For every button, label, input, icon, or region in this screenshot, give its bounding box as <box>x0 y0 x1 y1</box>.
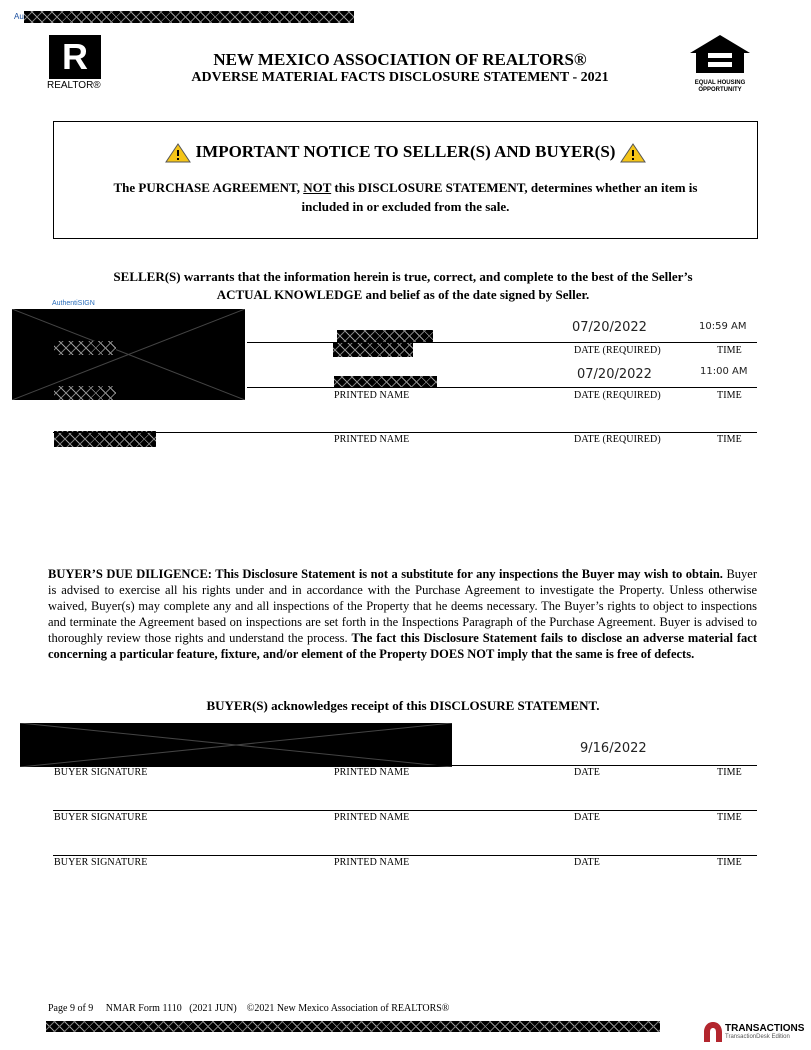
buyer-signature-line <box>53 810 757 811</box>
time-label: TIME <box>717 857 742 868</box>
time-label: TIME <box>717 767 742 778</box>
notice-text <box>54 178 757 216</box>
printed-name-redaction <box>333 343 413 357</box>
buyer-signature-label: BUYER SIGNATURE <box>54 857 148 868</box>
buyer-signature-label: BUYER SIGNATURE <box>54 767 148 778</box>
printed-name-label: PRINTED NAME <box>334 857 410 868</box>
redaction-bar-top <box>24 11 354 23</box>
date-label: DATE <box>574 767 600 778</box>
seller-time-2: 11:00 AM <box>700 366 748 377</box>
redaction-bar-bottom <box>46 1021 660 1032</box>
seller-signature-line <box>247 387 757 388</box>
seller-signature-line <box>247 342 757 343</box>
buyer-signature-line <box>53 765 757 766</box>
due-diligence-body: Buyer is advised to exercise all his rights under and in accordance with the Purchase Agreement to investigate the Property. Unless otherwise waived, Buyer(s) may complete any and all inspections of the Property that he deems necessary. The Buyer’s rights to object to inspections and terminate the Agreement based on inspections are set forth in the Inspections Paragraph of the Purchase Agreement. Buyer is advised to thoroughly review those rights and understand the process. <box>48 567 757 645</box>
footer-text <box>48 1003 449 1014</box>
brand-sub: TransactionDesk Edition <box>725 1034 790 1040</box>
seller-name-redaction <box>54 386 116 400</box>
footer-form: NMAR Form 1110 <box>105 1003 182 1014</box>
time-label: TIME <box>717 345 742 356</box>
brand-name: TRANSACTIONS <box>725 1023 805 1034</box>
printed-name-label: PRINTED NAME <box>334 434 410 445</box>
top-fragment: Au <box>14 12 24 21</box>
date-required-label: DATE (REQUIRED) <box>574 390 661 401</box>
footer-page: Page 9 of 9 <box>48 1003 94 1014</box>
printed-name-label: PRINTED NAME <box>334 390 410 401</box>
seller-warrant-line1: SELLER(S) warrants that the information herein is true, correct, and complete to the best of the Seller’s <box>113 269 693 284</box>
seller-warrant-line2: ACTUAL KNOWLEDGE and belief as of the date signed by Seller. <box>216 287 590 302</box>
seller-name-redaction <box>54 341 116 355</box>
realtor-logo <box>47 35 103 93</box>
eho-line2: OPPORTUNITY <box>698 87 742 93</box>
buyer-date-1: 9/16/2022 <box>580 741 647 756</box>
printed-name-redaction <box>337 330 433 342</box>
buyer-signature-line <box>53 855 757 856</box>
notice-heading-row <box>54 142 757 163</box>
seller-signature-redaction <box>12 309 245 400</box>
realtor-logo-caption: REALTOR® <box>47 80 101 91</box>
seller-warrant <box>50 268 756 304</box>
notice-text-line2: included in or excluded from the sale. <box>301 199 510 214</box>
printed-name-label: PRINTED NAME <box>334 812 410 823</box>
eho-line1: EQUAL HOUSING <box>694 80 746 86</box>
date-required-label: DATE (REQUIRED) <box>574 345 661 356</box>
seller-signature-line <box>53 432 757 433</box>
footer-version: (2021 JUN) <box>189 1003 237 1014</box>
page-subtitle: ADVERSE MATERIAL FACTS DISCLOSURE STATEMENT - 2021 <box>191 70 609 85</box>
authentisign-tag: AuthentiSIGN <box>52 300 95 307</box>
seller-date-1: 07/20/2022 <box>572 320 647 335</box>
seller-time-1: 10:59 AM <box>699 321 747 332</box>
date-required-label: DATE (REQUIRED) <box>574 434 661 445</box>
notice-text-not: NOT <box>303 180 332 195</box>
date-label: DATE <box>574 857 600 868</box>
seller-date-2: 07/20/2022 <box>577 367 652 382</box>
time-label: TIME <box>717 434 742 445</box>
realtor-logo-letter: R <box>62 36 88 77</box>
time-label: TIME <box>717 390 742 401</box>
notice-text-before: The PURCHASE AGREEMENT, <box>113 180 300 195</box>
time-label: TIME <box>717 812 742 823</box>
footer-copyright: ©2021 New Mexico Association of REALTORS® <box>246 1003 450 1014</box>
due-diligence-tail: The fact this Disclosure Statement fails to disclose an adverse material fact concerning a particular feature, fixture, and/or element of the Property DOES NOT imply that the same is free of defects. <box>48 631 757 661</box>
due-diligence-lead: BUYER’S DUE DILIGENCE: This Disclosure Statement is not a substitute for any inspections the Buyer may wish to obtain. <box>48 567 723 581</box>
warning-icon <box>620 143 646 163</box>
important-notice-box <box>53 121 758 239</box>
notice-text-after: this DISCLOSURE STATEMENT, determines whether an item is <box>334 180 698 195</box>
date-label: DATE <box>574 812 600 823</box>
equal-housing-icon <box>688 33 752 93</box>
printed-name-redaction <box>54 431 156 447</box>
buyer-signature-redaction <box>20 723 452 767</box>
buyer-due-diligence <box>48 566 757 662</box>
printed-name-label: PRINTED NAME <box>334 767 410 778</box>
buyer-signature-label: BUYER SIGNATURE <box>54 812 148 823</box>
notice-heading: IMPORTANT NOTICE TO SELLER(S) AND BUYER(S) <box>195 142 616 161</box>
transactions-brand-icon <box>703 1021 723 1043</box>
buyer-acknowledge: BUYER(S) acknowledges receipt of this DISCLOSURE STATEMENT. <box>206 698 600 713</box>
warning-icon <box>165 143 191 163</box>
page-title: NEW MEXICO ASSOCIATION OF REALTORS® <box>213 50 587 69</box>
transactions-logo <box>703 1021 803 1045</box>
